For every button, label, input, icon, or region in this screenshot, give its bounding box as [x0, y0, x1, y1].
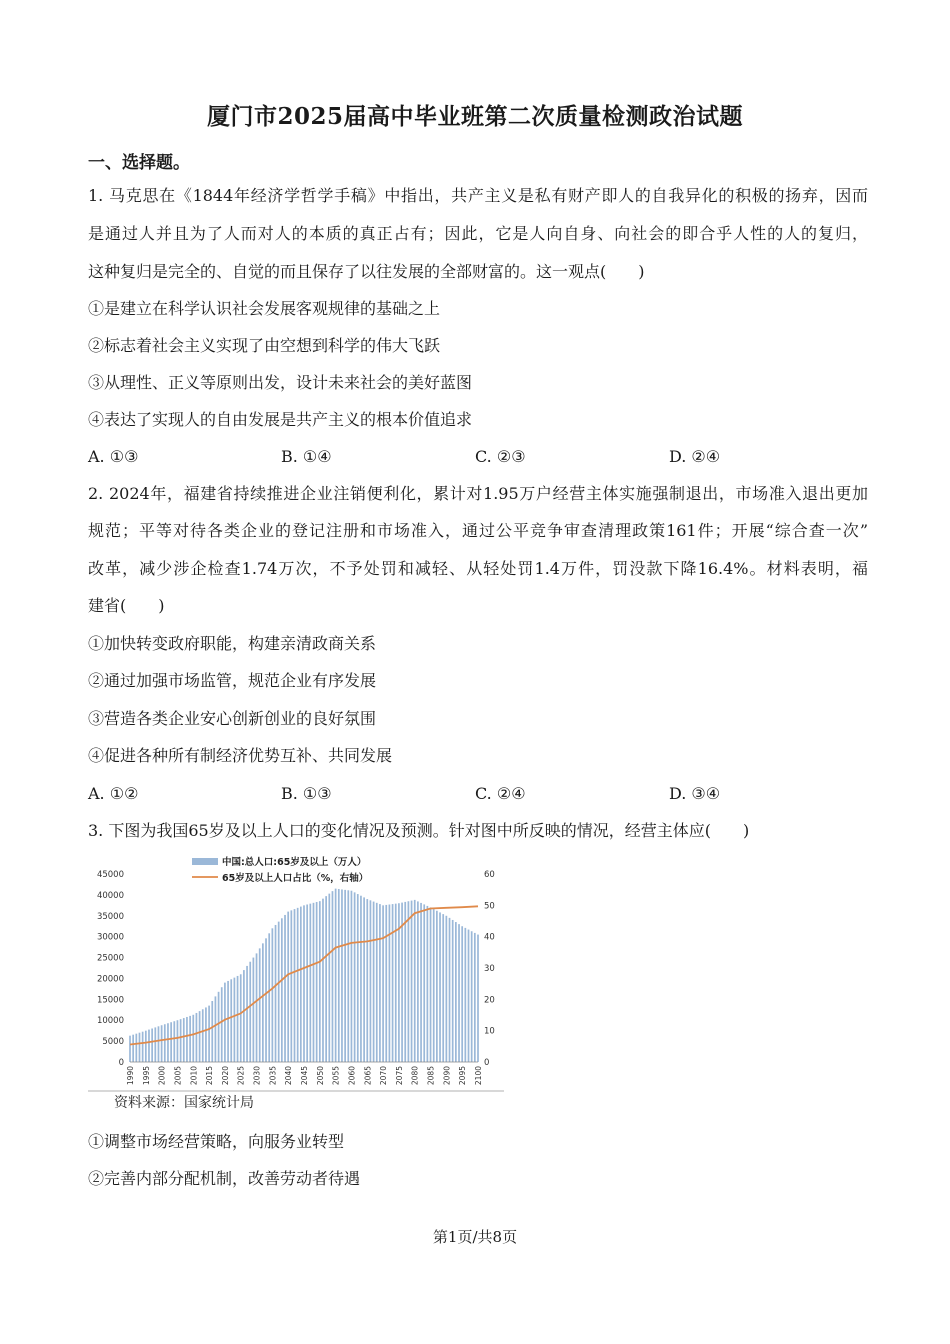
y-left-tick-label: 15000 [96, 995, 124, 1006]
q2-stem-line-4: 建省( ) [88, 596, 165, 615]
x-tick-label: 2040 [284, 1066, 294, 1086]
chart-bar [442, 914, 444, 1062]
population-chart [88, 850, 504, 1112]
x-tick-label: 2065 [363, 1066, 373, 1086]
chart-bar [395, 904, 397, 1062]
q1-options [88, 447, 868, 467]
chart-bar [167, 1023, 169, 1062]
x-tick-label: 2080 [410, 1066, 420, 1086]
q1-option-b[interactable]: B. ①④ [281, 447, 332, 466]
chart-bar [234, 978, 236, 1062]
q1-item-2: ②标志着社会主义实现了由空想到科学的伟大飞跃 [88, 336, 441, 355]
chart-bar [253, 958, 255, 1062]
x-tick-label: 2045 [300, 1066, 309, 1086]
chart-bar [316, 902, 318, 1062]
chart-bar [256, 953, 258, 1062]
chart-bar [278, 922, 280, 1062]
x-tick-label: 2025 [236, 1066, 246, 1086]
legend-swatch-bars [192, 858, 218, 865]
chart-bar [294, 909, 296, 1062]
chart-bar [161, 1025, 163, 1062]
chart-bar [265, 938, 267, 1062]
chart-bar [464, 928, 466, 1062]
population-chart-svg [88, 850, 504, 1092]
chart-bar [142, 1032, 144, 1062]
chart-bar [363, 897, 365, 1062]
chart-bar [328, 894, 330, 1062]
chart-bar [354, 892, 356, 1062]
chart-bar [230, 979, 232, 1062]
x-tick-label: 2005 [173, 1066, 183, 1086]
page-title: 厦门市2025届高中毕业班第二次质量检测政治试题 [206, 103, 743, 130]
chart-bar [211, 1001, 213, 1062]
chart-source: 资料来源：国家统计局 [114, 1095, 254, 1111]
chart-bar [436, 911, 438, 1062]
chart-bar [246, 966, 248, 1062]
chart-bar [313, 903, 315, 1062]
chart-bar [275, 925, 277, 1062]
q1-item-1: ①是建立在科学认识社会发展客观规律的基础之上 [88, 299, 441, 318]
q3-stem-line-1: 3. 下图为我国65岁及以上人口的变化情况及预测。针对图中所反映的情况，经营主体应( ) [88, 821, 750, 840]
q2-stem-line-1: 2. 2024年，福建省持续推进企业注销便利化，累计对1.95万户经营主体实施强制退出，市场准入退出更加 [88, 484, 868, 503]
chart-bar [158, 1026, 160, 1062]
q1-option-d[interactable]: D. ②④ [669, 447, 721, 466]
chart-bar [199, 1011, 201, 1062]
y-left-tick-label: 20000 [96, 974, 124, 985]
chart-bar [177, 1020, 179, 1062]
chart-bar [281, 918, 283, 1062]
chart-bar [129, 1036, 131, 1062]
chart-bar [379, 904, 381, 1062]
chart-bar [287, 912, 289, 1062]
chart-bar [335, 889, 337, 1062]
chart-bar [351, 891, 353, 1062]
chart-bar [439, 912, 441, 1062]
x-tick-label: 2085 [426, 1066, 436, 1086]
chart-bar [227, 981, 229, 1062]
chart-bar [341, 889, 343, 1062]
y-left-tick-label: 10000 [96, 1016, 124, 1027]
chart-bar [186, 1017, 188, 1062]
chart-bar [132, 1035, 134, 1062]
y-right-tick-label: 10 [484, 1026, 495, 1037]
chart-bar [338, 889, 340, 1062]
chart-bar [344, 890, 346, 1062]
q1-item-4: ④表达了实现人的自由发展是共产主义的根本价值追求 [88, 410, 473, 429]
legend-label-line: 65岁及以上人口占比（%，右轴） [222, 873, 369, 884]
y-right-tick-label: 40 [484, 932, 495, 943]
chart-bar [322, 899, 324, 1062]
q2-option-c[interactable]: C. ②④ [475, 784, 526, 803]
chart-bar [370, 900, 372, 1062]
x-tick-label: 1990 [126, 1066, 135, 1086]
chart-bar [427, 906, 429, 1062]
q3-item-1: ①调整市场经营策略，向服务业转型 [88, 1132, 345, 1151]
q3-item-2: ②完善内部分配机制，改善劳动者待遇 [88, 1169, 361, 1188]
q2-stem-line-3: 改革，减少涉企检查1.74万次，不予处罚和减轻、从轻处罚1.4万件，罚没款下降16.4%。材料表明，福 [88, 559, 868, 578]
x-tick-label: 2070 [379, 1066, 389, 1086]
chart-bar [221, 987, 223, 1062]
chart-bar [455, 922, 457, 1062]
x-tick-label: 2050 [315, 1066, 325, 1086]
chart-bar [325, 896, 327, 1062]
chart-bar [474, 933, 476, 1062]
chart-bar [446, 916, 448, 1062]
y-right-tick-label: 50 [484, 901, 495, 912]
x-tick-label: 2020 [220, 1066, 230, 1086]
y-right-tick-label: 0 [484, 1058, 490, 1068]
q1-stem-line-3: 这种复归是完全的、自觉的而且保存了以往发展的全部财富的。这一观点( ) [88, 262, 645, 281]
chart-bar [284, 915, 286, 1062]
q2-stem-line-2: 规范；平等对待各类企业的登记注册和市场准入，通过公平竞争审查清理政策161件；开展“综合查一次” [88, 521, 868, 540]
x-tick-label: 2095 [458, 1066, 468, 1086]
chart-bar [306, 905, 308, 1063]
chart-bar [135, 1034, 137, 1062]
chart-bar [151, 1028, 153, 1062]
chart-bar [148, 1030, 150, 1062]
page-number: 第1页/共8页 [432, 1228, 518, 1246]
x-tick-label: 2000 [157, 1066, 167, 1086]
x-tick-label: 2035 [268, 1066, 278, 1086]
q2-item-1: ①加快转变政府职能，构建亲清政商关系 [88, 634, 377, 653]
chart-bar [366, 899, 368, 1062]
chart-bar [382, 905, 384, 1062]
chart-bar [192, 1015, 194, 1062]
chart-bar [183, 1018, 185, 1062]
x-tick-label: 2090 [442, 1066, 452, 1086]
chart-bar [224, 983, 226, 1062]
chart-bar [290, 910, 292, 1062]
chart-bar [189, 1016, 191, 1062]
chart-bar [180, 1019, 182, 1062]
chart-bar [452, 920, 454, 1062]
x-tick-label: 2075 [394, 1066, 404, 1086]
chart-bar [417, 901, 419, 1062]
chart-bar [423, 904, 425, 1062]
x-tick-label: 2030 [252, 1066, 262, 1086]
y-left-tick-label: 5000 [102, 1037, 124, 1048]
y-left-tick-label: 30000 [96, 932, 124, 943]
y-right-tick-label: 60 [484, 870, 495, 880]
chart-bar [218, 992, 220, 1062]
x-tick-label: 2100 [474, 1066, 483, 1086]
y-left-tick-label: 40000 [96, 890, 124, 901]
chart-bar [468, 930, 470, 1062]
x-tick-label: 2055 [331, 1066, 341, 1086]
chart-bar [373, 902, 375, 1062]
q1-stem-line-1: 1. 马克思在《1844年经济学哲学手稿》中指出，共产主义是私有财产即人的自我异化的积极的扬弃，因而 [88, 186, 868, 205]
chart-bar [385, 905, 387, 1062]
chart-bar [309, 904, 311, 1062]
chart-bar [360, 896, 362, 1062]
chart-bar [430, 907, 432, 1062]
chart-bar [208, 1006, 210, 1062]
q1-stem-line-2: 是通过人并且为了人而对人的本质的真正占有；因此，它是人向自身、向社会的即合乎人性的人的复归， [88, 224, 868, 243]
chart-bar [249, 962, 251, 1062]
x-tick-label: 2060 [347, 1066, 357, 1086]
chart-bar [300, 907, 302, 1062]
q2-option-b[interactable]: B. ①③ [281, 784, 332, 803]
chart-bar [376, 903, 378, 1062]
chart-bar [262, 943, 264, 1062]
chart-bar [139, 1033, 141, 1062]
chart-bar [154, 1027, 156, 1062]
chart-bar [240, 974, 242, 1062]
chart-bar [303, 905, 305, 1062]
chart-bar [404, 902, 406, 1062]
x-tick-label: 2010 [189, 1066, 199, 1086]
chart-bar [272, 928, 274, 1062]
q2-item-4: ④促进各种所有制经济优势互补、共同发展 [88, 746, 393, 765]
q1-item-3: ③从理性、正义等原则出发，设计未来社会的美好蓝图 [88, 373, 473, 392]
chart-bar [332, 891, 334, 1062]
q1-option-a[interactable]: A. ①③ [88, 447, 139, 466]
chart-bar [215, 996, 217, 1062]
q2-option-d[interactable]: D. ③④ [669, 784, 721, 803]
chart-bar [164, 1024, 166, 1062]
x-tick-label: 1995 [141, 1066, 151, 1086]
legend-label-bars: 中国:总人口:65岁及以上（万人） [222, 857, 367, 868]
y-left-tick-label: 35000 [96, 911, 124, 922]
y-left-tick-label: 25000 [96, 953, 124, 964]
y-right-tick-label: 30 [484, 964, 495, 974]
chart-bar [357, 894, 359, 1062]
chart-bar [477, 935, 479, 1062]
chart-bar [458, 924, 460, 1062]
chart-bar [414, 900, 416, 1062]
chart-bar [145, 1031, 147, 1062]
q2-item-2: ②通过加强市场监管，规范企业有序发展 [88, 671, 377, 690]
chart-bar [411, 901, 413, 1062]
chart-bar [170, 1022, 172, 1062]
q2-option-a[interactable]: A. ①② [88, 784, 139, 803]
chart-bar [237, 976, 239, 1062]
q2-item-3: ③营造各类企业安心创新创业的良好氛围 [88, 709, 377, 728]
chart-bar [205, 1007, 207, 1062]
q2-options [88, 784, 868, 804]
x-tick-label: 2015 [205, 1066, 215, 1086]
q1-option-c[interactable]: C. ②③ [475, 447, 526, 466]
chart-bar [347, 890, 349, 1062]
y-right-tick-label: 20 [484, 995, 495, 1006]
section-heading: 一、选择题。 [88, 153, 190, 173]
chart-bar [243, 970, 245, 1062]
chart-bar [420, 903, 422, 1062]
chart-bar [259, 948, 261, 1062]
chart-bar [268, 933, 270, 1062]
y-left-tick-label: 45000 [96, 870, 124, 880]
chart-bar [471, 931, 473, 1062]
chart-bar [461, 926, 463, 1062]
chart-bar [173, 1021, 175, 1062]
chart-bar [319, 901, 321, 1062]
chart-bar [297, 908, 299, 1062]
chart-bar [389, 905, 391, 1063]
chart-bar [202, 1009, 204, 1062]
y-left-tick-label: 0 [118, 1058, 124, 1068]
chart-bar [392, 904, 394, 1062]
chart-bar [196, 1013, 198, 1062]
chart-bar [449, 918, 451, 1062]
chart-bar [408, 901, 410, 1062]
chart-bar [433, 909, 435, 1062]
